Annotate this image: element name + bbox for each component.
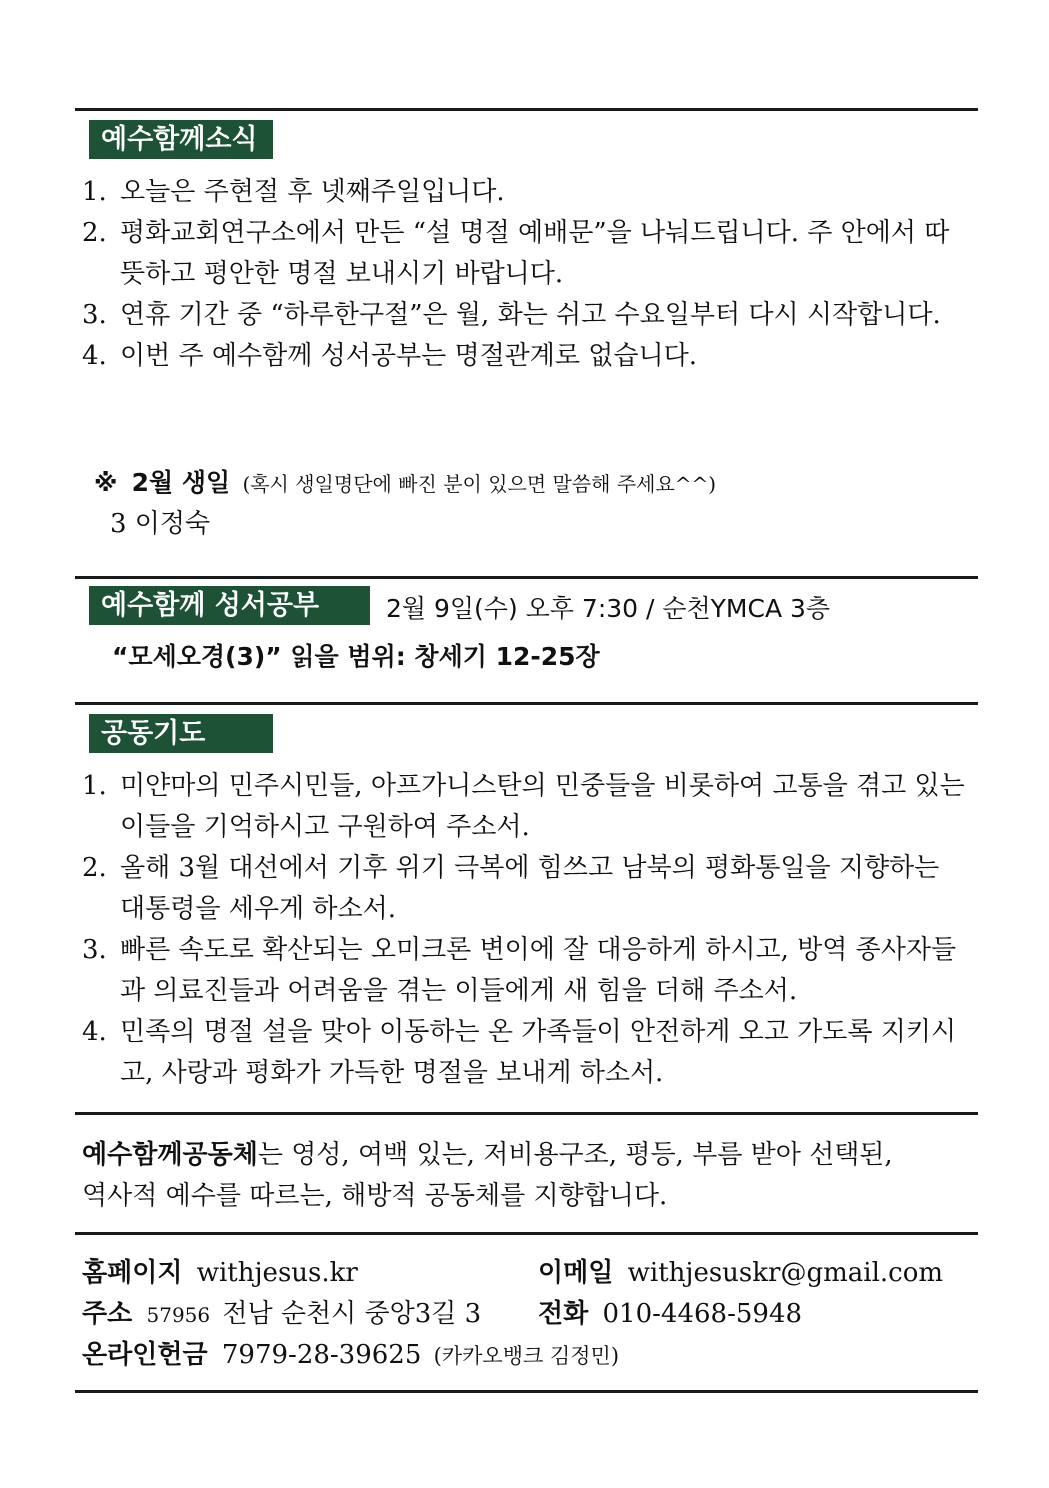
community-rule <box>75 1112 978 1115</box>
birthday-note: (혹시 생일명단에 빠진 분이 있으면 말씀해 주세요^^) <box>242 472 717 496</box>
bottom-rule <box>75 1390 978 1393</box>
postcode: 57956 <box>146 1303 211 1327</box>
community-name: 예수함께공동체 <box>82 1140 258 1170</box>
offering-row <box>82 1338 619 1373</box>
bible-study-rule <box>75 576 978 579</box>
birthday-entry: 3 이정숙 <box>110 509 211 539</box>
news-item: 2. 평화교회연구소에서 만든 “설 명절 예배문”을 나눠드립니다. 주 안에서 따뜻하고 평안한 명절 보내시기 바랍니다. <box>82 218 950 289</box>
news-item: 1. 오늘은 주현절 후 넷째주일입니다. <box>82 177 505 207</box>
address-row <box>82 1297 481 1332</box>
birthday-header <box>94 466 716 501</box>
homepage-link[interactable]: withjesus.kr <box>196 1258 358 1288</box>
phone-number: 010-4468-5948 <box>602 1299 803 1329</box>
email-row <box>538 1256 943 1290</box>
phone-label: 전화 <box>538 1299 589 1329</box>
news-list <box>82 172 972 377</box>
community-line-1: 예수함께공동체는 영성, 여백 있는, 저비용구조, 평등, 부름 받아 선택된, <box>82 1140 893 1170</box>
birthday-label: 2월 생일 <box>131 468 231 497</box>
account-number: 7979-28-39625 <box>221 1340 422 1370</box>
prayer-item: 2. 올해 3월 대선에서 기후 위기 극복에 힘쓰고 남북의 평화통일을 지향하는 대통령을 세우게 하소서. <box>82 853 940 924</box>
prayer-section-title: 공동기도 <box>89 714 273 753</box>
homepage-label: 홈페이지 <box>82 1258 183 1288</box>
news-item: 3. 연휴 기간 중 “하루한구절”은 월, 화는 쉬고 수요일부터 다시 시작합니다. <box>82 300 941 330</box>
phone-row <box>538 1297 802 1331</box>
top-rule <box>75 108 978 111</box>
contact-rule <box>75 1232 978 1235</box>
prayer-item: 1. 미얀마의 민주시민들, 아프가니스탄의 민중들을 비롯하여 고통을 겪고 있는 이들을 기억하시고 구원하여 주소서. <box>82 771 965 842</box>
community-line-2: 역사적 예수를 따르는, 해방적 공동체를 지향합니다. <box>82 1181 668 1211</box>
prayer-rule <box>75 702 978 705</box>
bible-study-title: 예수함께 성서공부 <box>89 586 370 625</box>
bible-study-reading: “모세오경(3)” 읽을 범위: 창세기 12-25장 <box>112 642 600 671</box>
prayer-item: 4. 민족의 명절 설을 맞아 이동하는 온 가족들이 안전하게 오고 가도록 지키시고, 사랑과 평화가 가득한 명절을 보내게 하소서. <box>82 1017 957 1088</box>
reference-mark: ※ <box>94 469 118 497</box>
email-label: 이메일 <box>538 1258 614 1288</box>
address-label: 주소 <box>82 1299 133 1329</box>
news-section-title: 예수함께소식 <box>89 120 273 159</box>
bible-study-schedule: 2월 9일(수) 오후 7:30 / 순천YMCA 3층 <box>386 594 831 623</box>
homepage-row <box>82 1256 358 1290</box>
news-item: 4. 이번 주 예수함께 성서공부는 명절관계로 없습니다. <box>82 341 698 371</box>
offering-label: 온라인헌금 <box>82 1340 208 1370</box>
prayer-list <box>82 766 972 1094</box>
email-link[interactable]: withjesuskr@gmail.com <box>627 1258 944 1288</box>
prayer-item: 3. 빠른 속도로 확산되는 오미크론 변이에 잘 대응하게 하시고, 방역 종사자들과 의료진들과 어려움을 겪는 이들에게 새 힘을 더해 주소서. <box>82 935 957 1006</box>
bank-name: (카카오뱅크 김정민) <box>433 1344 620 1368</box>
address: 전남 순천시 중앙3길 3 <box>222 1299 482 1329</box>
